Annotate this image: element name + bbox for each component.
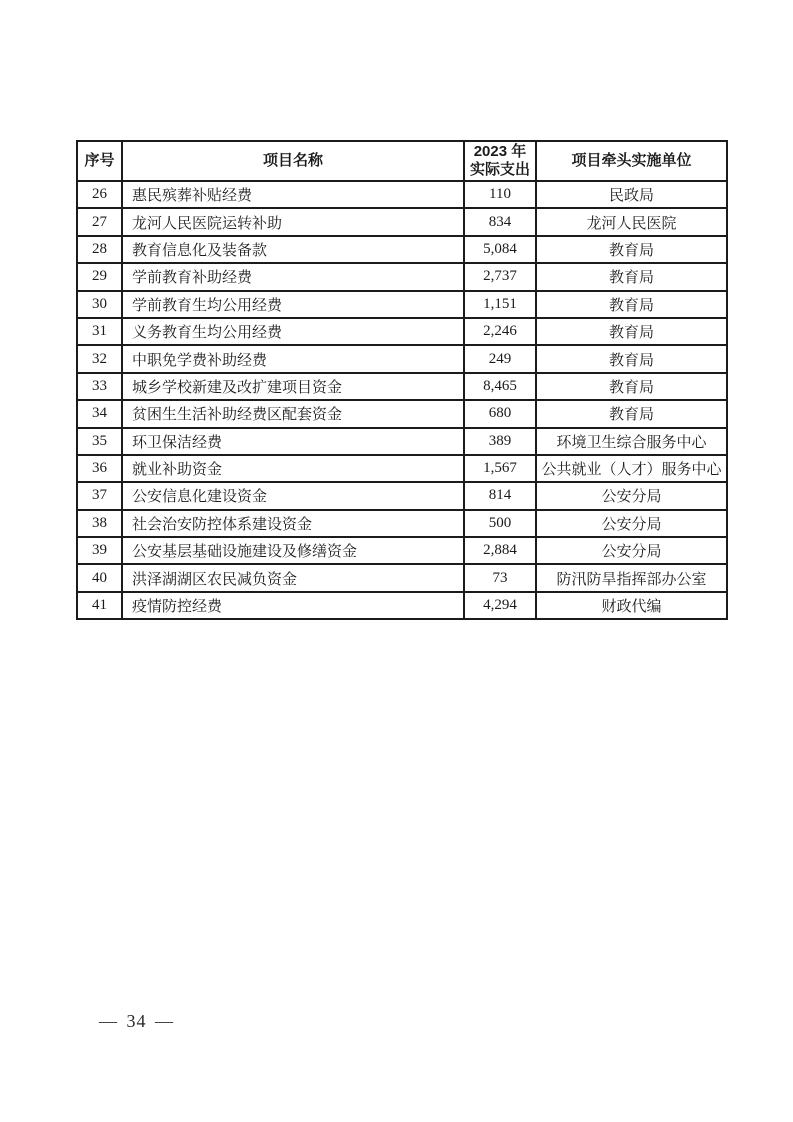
table-header-row (77, 141, 727, 181)
table-row (77, 263, 727, 290)
implementing-unit-cell: 公安分局 (536, 482, 727, 509)
table-row (77, 181, 727, 208)
serial-number-cell: 39 (77, 537, 122, 564)
implementing-unit-cell: 防汛防旱指挥部办公室 (536, 564, 727, 591)
project-name-cell: 公安信息化建设资金 (122, 482, 464, 509)
project-name-cell: 公安基层基础设施建设及修缮资金 (122, 537, 464, 564)
page-number: — 34 — (99, 1011, 174, 1031)
table-row (77, 236, 727, 263)
table-row (77, 291, 727, 318)
implementing-unit-cell: 民政局 (536, 181, 727, 208)
serial-number-cell: 40 (77, 564, 122, 591)
project-name-cell: 中职免学费补助经费 (122, 345, 464, 372)
table-row (77, 482, 727, 509)
serial-number-cell: 33 (77, 373, 122, 400)
expenditure-cell: 2,884 (464, 537, 536, 564)
implementing-unit-cell: 龙河人民医院 (536, 208, 727, 235)
implementing-unit-cell: 环境卫生综合服务中心 (536, 428, 727, 455)
serial-number-cell: 32 (77, 345, 122, 372)
implementing-unit-cell: 公安分局 (536, 537, 727, 564)
expenditure-cell: 389 (464, 428, 536, 455)
table-row (77, 345, 727, 372)
expenditure-cell: 73 (464, 564, 536, 591)
table-row (77, 564, 727, 591)
serial-number-cell: 36 (77, 455, 122, 482)
header-project-name: 项目名称 (122, 141, 464, 181)
header-serial-number: 序号 (77, 141, 122, 181)
serial-number-cell: 41 (77, 592, 122, 619)
expenditure-cell: 1,567 (464, 455, 536, 482)
table-body (77, 181, 727, 619)
expenditure-cell: 5,084 (464, 236, 536, 263)
implementing-unit-cell: 教育局 (536, 236, 727, 263)
implementing-unit-cell: 教育局 (536, 291, 727, 318)
expenditure-cell: 110 (464, 181, 536, 208)
serial-number-cell: 34 (77, 400, 122, 427)
project-name-cell: 义务教育生均公用经费 (122, 318, 464, 345)
budget-expenditure-table (76, 140, 728, 620)
table-row (77, 400, 727, 427)
table-row (77, 537, 727, 564)
project-name-cell: 教育信息化及装备款 (122, 236, 464, 263)
serial-number-cell: 35 (77, 428, 122, 455)
table-row (77, 510, 727, 537)
expenditure-cell: 834 (464, 208, 536, 235)
project-name-cell: 就业补助资金 (122, 455, 464, 482)
project-name-cell: 城乡学校新建及改扩建项目资金 (122, 373, 464, 400)
project-name-cell: 洪泽湖湖区农民减负资金 (122, 564, 464, 591)
expenditure-cell: 4,294 (464, 592, 536, 619)
implementing-unit-cell: 教育局 (536, 263, 727, 290)
table-row (77, 592, 727, 619)
serial-number-cell: 29 (77, 263, 122, 290)
serial-number-cell: 30 (77, 291, 122, 318)
table-row (77, 455, 727, 482)
expenditure-cell: 249 (464, 345, 536, 372)
implementing-unit-cell: 公安分局 (536, 510, 727, 537)
expenditure-cell: 2,246 (464, 318, 536, 345)
serial-number-cell: 31 (77, 318, 122, 345)
serial-number-cell: 38 (77, 510, 122, 537)
header-actual-expenditure-line2: 实际支出 (469, 161, 530, 178)
serial-number-cell: 37 (77, 482, 122, 509)
project-name-cell: 学前教育生均公用经费 (122, 291, 464, 318)
expenditure-cell: 8,465 (464, 373, 536, 400)
expenditure-cell: 1,151 (464, 291, 536, 318)
project-name-cell: 社会治安防控体系建设资金 (122, 510, 464, 537)
header-actual-expenditure-line1: 2023 年 (473, 143, 527, 160)
project-name-cell: 学前教育补助经费 (122, 263, 464, 290)
project-name-cell: 龙河人民医院运转补助 (122, 208, 464, 235)
table-row (77, 428, 727, 455)
project-name-cell: 惠民殡葬补贴经费 (122, 181, 464, 208)
implementing-unit-cell: 财政代编 (536, 592, 727, 619)
expenditure-cell: 2,737 (464, 263, 536, 290)
header-actual-expenditure (464, 141, 536, 181)
implementing-unit-cell: 教育局 (536, 373, 727, 400)
expenditure-cell: 680 (464, 400, 536, 427)
project-name-cell: 贫困生生活补助经费区配套资金 (122, 400, 464, 427)
table-row (77, 318, 727, 345)
project-name-cell: 疫情防控经费 (122, 592, 464, 619)
header-lead-implementing-unit: 项目牵头实施单位 (536, 141, 727, 181)
implementing-unit-cell: 教育局 (536, 345, 727, 372)
table-row (77, 208, 727, 235)
serial-number-cell: 27 (77, 208, 122, 235)
expenditure-cell: 500 (464, 510, 536, 537)
table-row (77, 373, 727, 400)
implementing-unit-cell: 教育局 (536, 400, 727, 427)
serial-number-cell: 26 (77, 181, 122, 208)
implementing-unit-cell: 教育局 (536, 318, 727, 345)
serial-number-cell: 28 (77, 236, 122, 263)
expenditure-cell: 814 (464, 482, 536, 509)
project-name-cell: 环卫保洁经费 (122, 428, 464, 455)
implementing-unit-cell: 公共就业（人才）服务中心 (536, 455, 727, 482)
